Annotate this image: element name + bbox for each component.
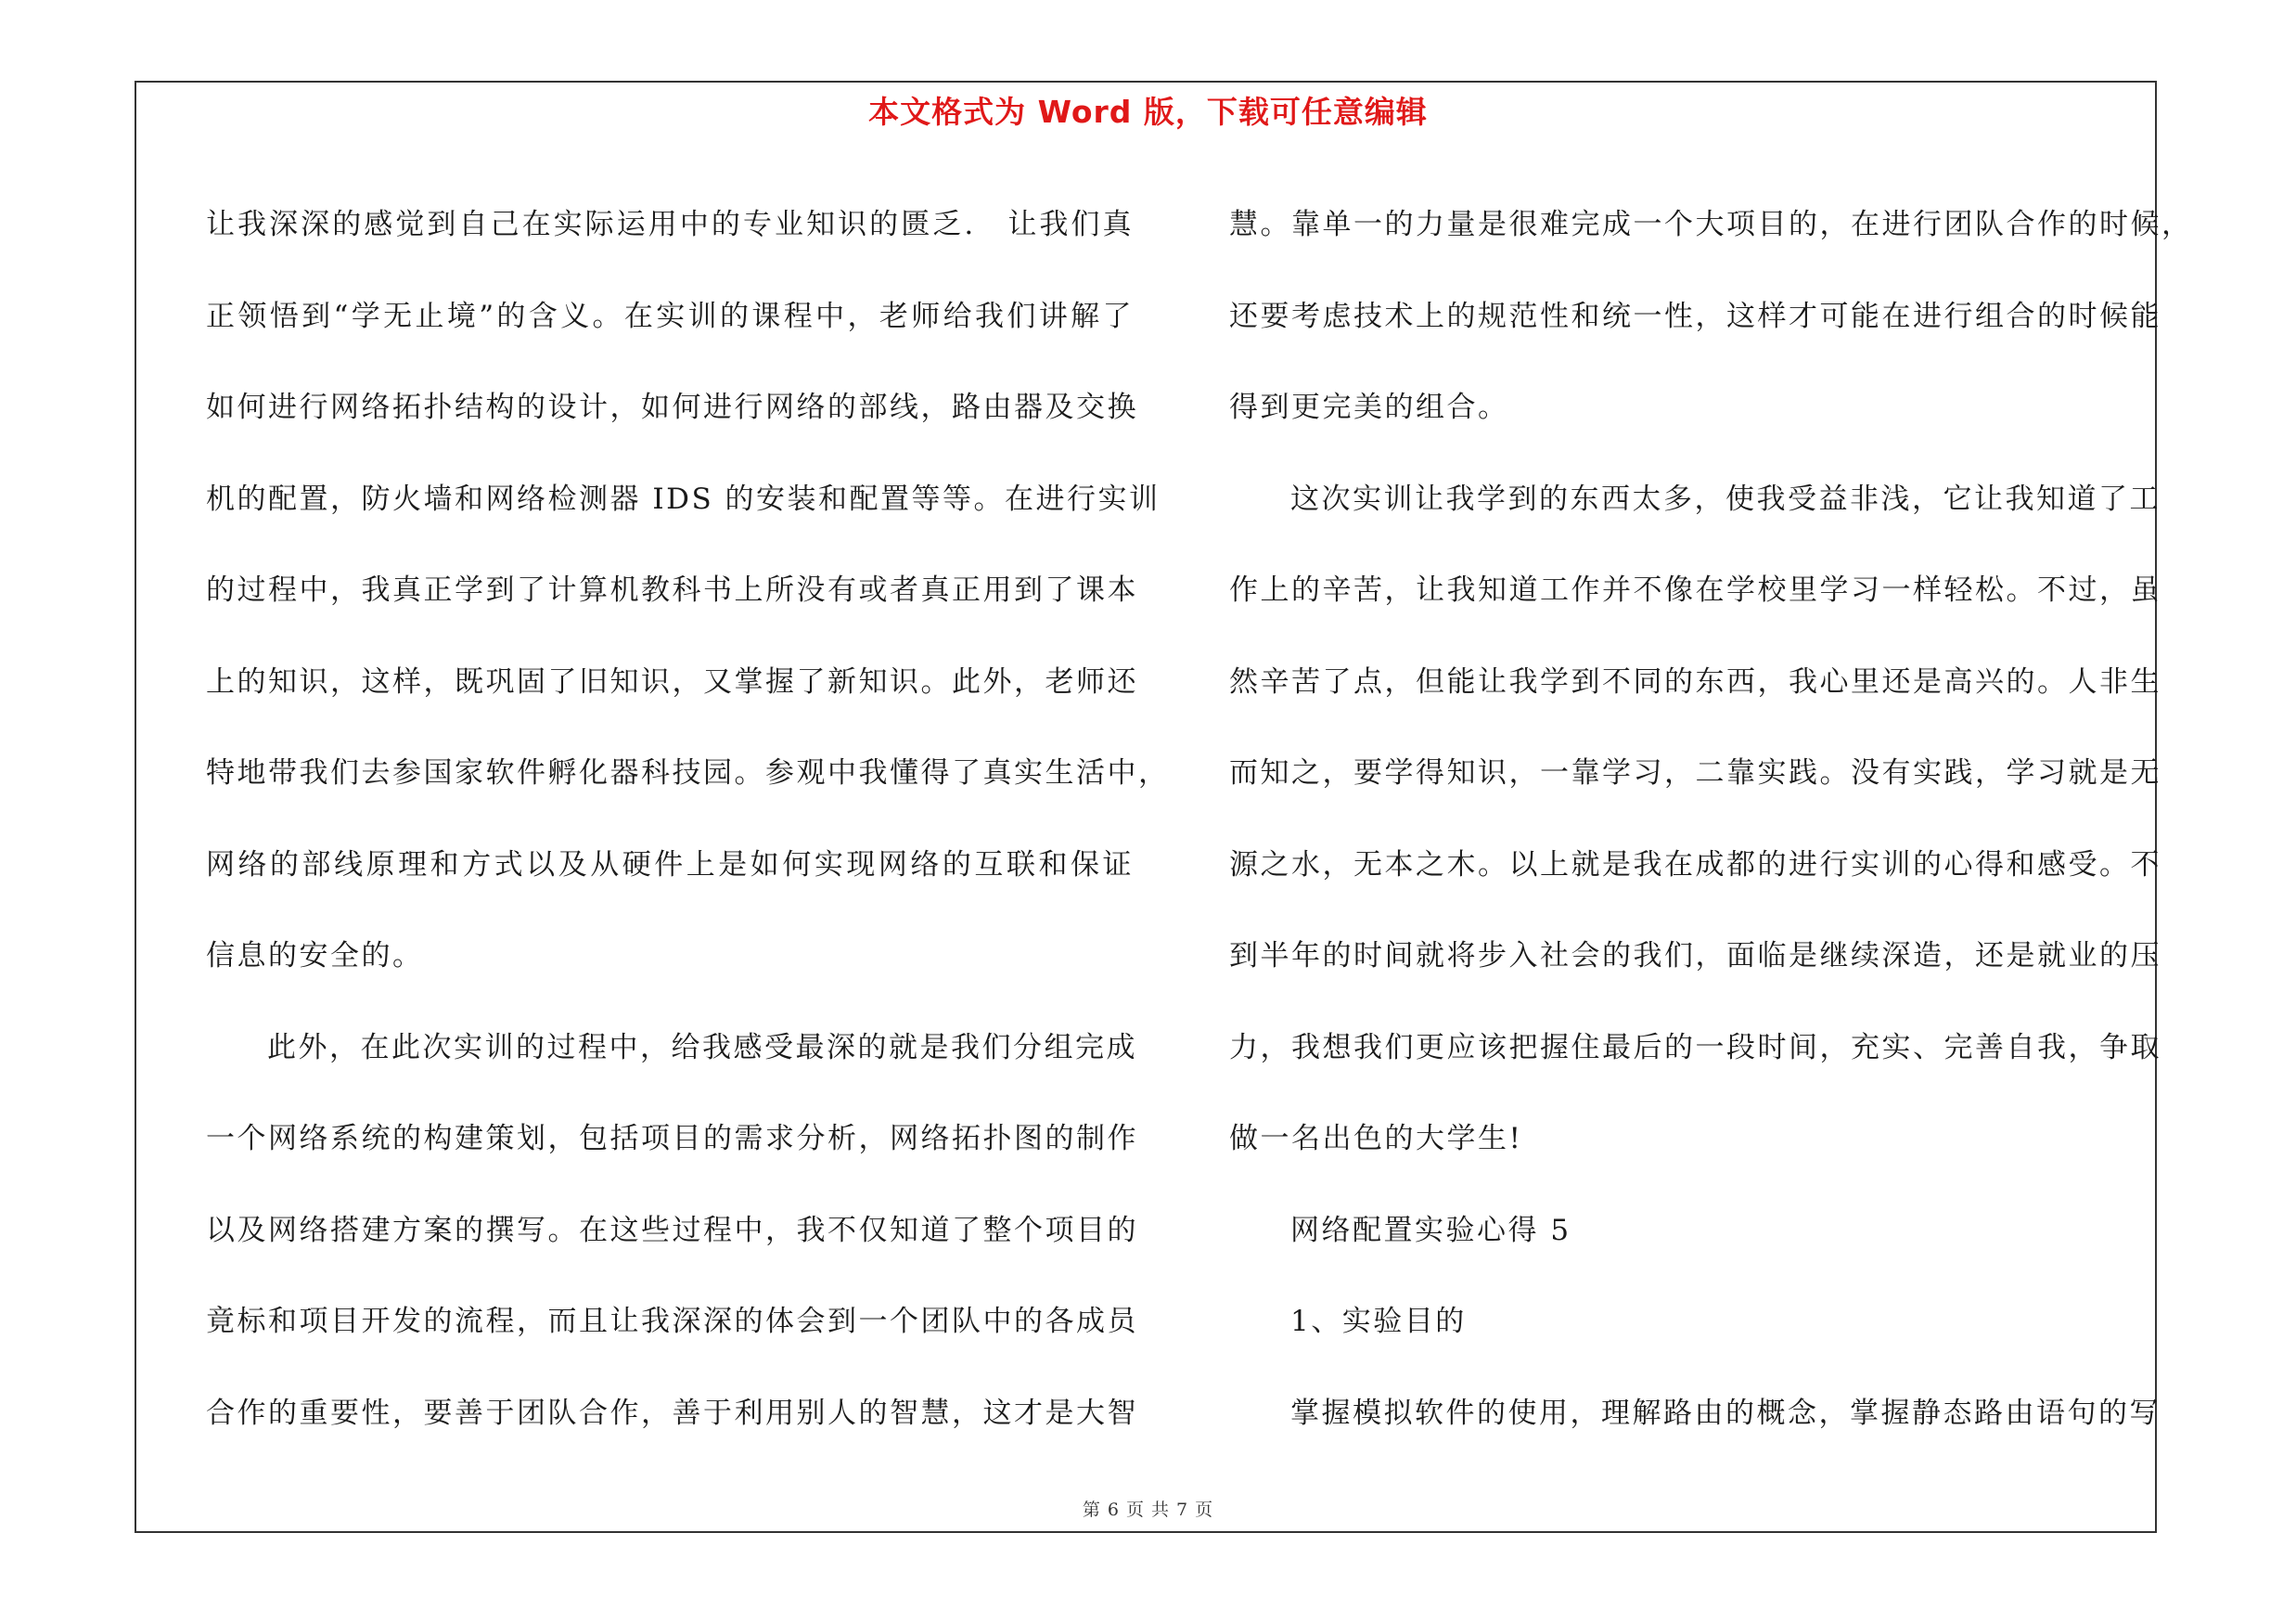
text-line: 的过程中，我真正学到了计算机教科书上所没有或者真正用到了课本 (206, 573, 1138, 607)
text-line: 合作的重要性，要善于团队合作，善于利用别人的智慧，这才是大智 (206, 1396, 1138, 1430)
page-number-footer: 第 6 页 共 7 页 (1082, 1500, 1214, 1520)
text-line: 到半年的时间就将步入社会的我们，面临是继续深造，还是就业的压 (1229, 939, 2161, 973)
editable-format-banner: 本文格式为 Word 版，下载可任意编辑 (868, 94, 1428, 130)
left-text-column (206, 179, 1170, 1459)
text-line: 特地带我们去参国家软件孵化器科技园。参观中我懂得了真实生活中， (206, 756, 1170, 790)
text-line: 慧。靠单一的力量是很难完成一个大项目的，在进行团队合作的时候， (1229, 208, 2193, 241)
text-line: 1、实验目的 (1290, 1305, 1467, 1338)
text-line: 正领悟到“学无止境”的含义。在实训的课程中，老师给我们讲解了 (206, 299, 1134, 333)
text-line: 以及网络搭建方案的撰写。在这些过程中，我不仅知道了整个项目的 (206, 1213, 1138, 1247)
text-line: 作上的辛苦，让我知道工作并不像在学校里学习一样轻松。不过，虽 (1229, 573, 2161, 607)
text-line: 做一名出色的大学生! (1229, 1122, 1523, 1155)
right-text-column (1229, 179, 2193, 1459)
text-line: 如何进行网络拓扑结构的设计，如何进行网络的部线，路由器及交换 (206, 391, 1138, 424)
text-line: 此外，在此次实训的过程中，给我感受最深的就是我们分组完成 (267, 1030, 1137, 1064)
text-line: 让我深深的感觉到自己在实际运用中的专业知识的匮乏. 让我们真 (206, 208, 1134, 241)
text-line: 力，我想我们更应该把握住最后的一段时间，充实、完善自我，争取 (1229, 1030, 2161, 1064)
text-line: 上的知识，这样，既巩固了旧知识，又掌握了新知识。此外，老师还 (206, 664, 1138, 699)
text-line: 这次实训让我学到的东西太多，使我受益非浅，它让我知道了工 (1290, 482, 2161, 516)
text-line: 竟标和项目开发的流程，而且让我深深的体会到一个团队中的各成员 (206, 1305, 1138, 1338)
text-line: 掌握模拟软件的使用，理解路由的概念，掌握静态路由语句的写 (1290, 1396, 2161, 1430)
text-line: 一个网络系统的构建策划，包括项目的需求分析，网络拓扑图的制作 (206, 1122, 1138, 1155)
text-line: 而知之，要学得知识，一靠学习，二靠实践。没有实践，学习就是无 (1229, 756, 2161, 790)
text-line: 然辛苦了点，但能让我学到不同的东西，我心里还是高兴的。人非生 (1229, 664, 2161, 699)
text-line: 机的配置，防火墙和网络检测器 IDS 的安装和配置等等。在进行实训 (206, 482, 1161, 516)
text-line: 得到更完美的组合。 (1229, 391, 1509, 424)
text-line: 还要考虑技术上的规范性和统一性，这样才可能在进行组合的时候能 (1229, 299, 2161, 333)
text-line: 信息的安全的。 (206, 939, 424, 973)
text-line: 网络配置实验心得 5 (1290, 1213, 1571, 1247)
text-line: 网络的部线原理和方式以及从硬件上是如何实现网络的互联和保证 (206, 847, 1134, 882)
text-line: 源之水，无本之木。以上就是我在成都的进行实训的心得和感受。不 (1229, 847, 2161, 882)
